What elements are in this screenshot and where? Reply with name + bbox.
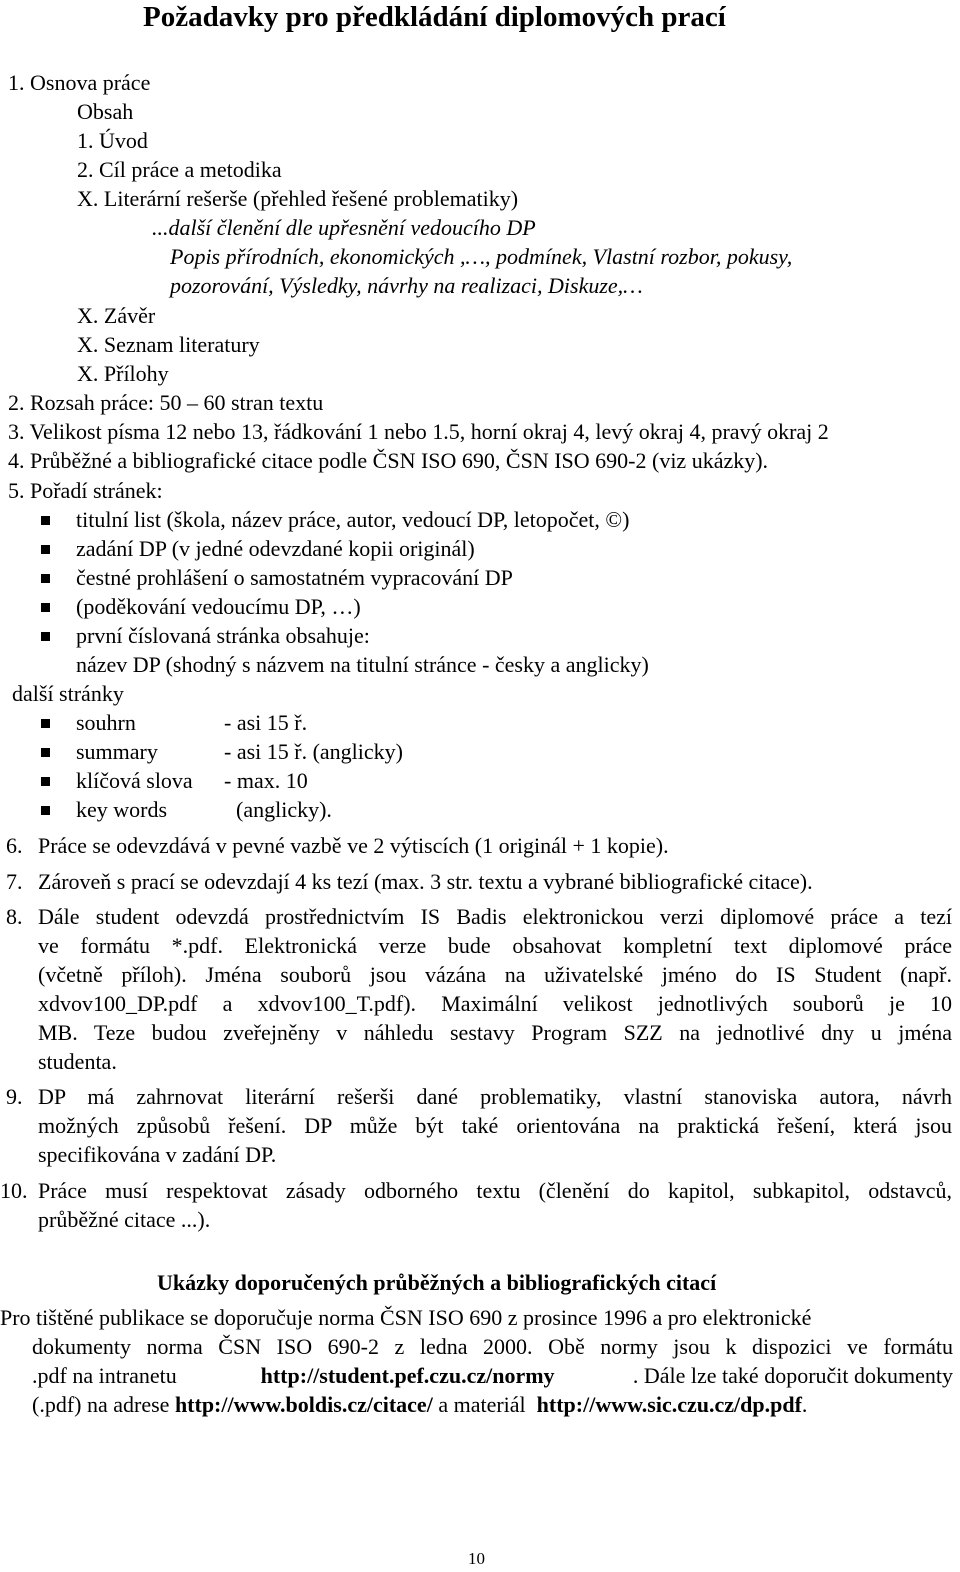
item-text: (včetně příloh). Jména souborů jsou vázána na uživatelské jméno do IS Student (např. [38, 962, 952, 987]
examples-paragraph-line [32, 1363, 953, 1389]
examples-text: .pdf na intranetu [32, 1363, 183, 1388]
first-page-note: název DP (shodný s názvem na titulní stránce - česky a anglicky) [76, 652, 649, 677]
bullet-term: klíčová slova [76, 768, 193, 793]
bullet-marker [41, 777, 50, 786]
item-text: Dále student odevzdá prostřednictvím IS Badis elektronickou verzi diplomové práce a tezí [38, 904, 952, 929]
item-text: xdvov100_DP.pdf a xdvov100_T.pdf). Maximální velikost jednotlivých souborů je 10 [38, 991, 952, 1016]
intranet-link[interactable]: http://student.pef.czu.cz/normy [260, 1363, 555, 1388]
item-number: 8. [6, 904, 23, 929]
bullet-text: čestné prohlášení o samostatném vypracování DP [76, 565, 513, 590]
item-text: studenta. [38, 1049, 117, 1074]
requirement-item: 4. Průběžné a bibliografické citace podle ČSN ISO 690, ČSN ISO 690-2 (viz ukázky). [8, 448, 769, 473]
outline-line: Obsah [77, 99, 134, 124]
bullet-marker [41, 632, 50, 641]
bullet-text: zadání DP (v jedné odevzdané kopii originál) [76, 536, 475, 561]
outline-line: 1. Úvod [77, 128, 148, 153]
bullet-note: - asi 15 ř. [224, 710, 308, 735]
item-text: Práce se odevzdává v pevné vazbě ve 2 výtiscích (1 originál + 1 kopie). [38, 833, 669, 858]
outline-line: X. Závěr [77, 303, 156, 328]
requirement-item: 2. Rozsah práce: 50 – 60 stran textu [8, 390, 324, 415]
examples-paragraph-line [32, 1392, 807, 1418]
item-number: 9. [6, 1084, 23, 1109]
bullet-text: titulní list (škola, název práce, autor, vedoucí DP, letopočet, ©) [76, 507, 630, 532]
page-title: Požadavky pro předkládání diplomových prací [143, 1, 726, 33]
bullet-marker [41, 806, 50, 815]
bullet-term: key words [76, 797, 168, 822]
item-text: ve formátu *.pdf. Elektronická verze bude obsahovat kompletní text diplomové práce [38, 933, 952, 958]
bullet-marker [41, 545, 50, 554]
item-text: Zároveň s prací se odevzdají 4 ks tezí (max. 3 str. textu a vybrané bibliografické citace). [38, 869, 813, 894]
item-number: 10. [0, 1178, 28, 1203]
further-pages-label: další stránky [12, 681, 124, 706]
bullet-text: (poděkování vedoucímu DP, …) [76, 594, 361, 619]
examples-text: a materiál [432, 1392, 537, 1417]
item-number: 7. [6, 869, 23, 894]
outline-line: pozorování, Výsledky, návrhy na realizaci, Diskuze,… [170, 273, 643, 298]
outline-line: X. Seznam literatury [77, 332, 260, 357]
bullet-marker [41, 516, 50, 525]
item-text: průběžné citace ...). [38, 1207, 211, 1232]
item-number: 6. [6, 833, 23, 858]
examples-text: . [801, 1392, 808, 1417]
bullet-marker [41, 719, 50, 728]
examples-text: . Dále lze také doporučit dokumenty [632, 1363, 953, 1388]
examples-paragraph-line: Pro tištěné publikace se doporučuje norma ČSN ISO 690 z prosince 1996 a pro elektronické [0, 1305, 812, 1330]
examples-text: (.pdf) na adrese [32, 1392, 175, 1417]
outline-line: X. Přílohy [77, 361, 169, 386]
boldis-link[interactable]: http://www.boldis.cz/citace/ [174, 1392, 433, 1417]
section-heading: Ukázky doporučených průběžných a bibliografických citací [157, 1270, 717, 1295]
bullet-term: souhrn [76, 710, 136, 735]
requirement-item: 5. Pořadí stránek: [8, 478, 163, 503]
bullet-marker [41, 748, 50, 757]
outline-line: ...další členění dle upřesnění vedoucího DP [152, 215, 536, 240]
page-number: 10 [468, 1549, 485, 1568]
bullet-note: - asi 15 ř. (anglicky) [224, 739, 403, 764]
requirement-item: 3. Velikost písma 12 nebo 13, řádkování 1 nebo 1.5, horní okraj 4, levý okraj 4, pravý okraj 2 [8, 419, 829, 444]
bullet-marker [41, 603, 50, 612]
outline-heading: 1. Osnova práce [8, 70, 151, 95]
bullet-marker [41, 574, 50, 583]
examples-paragraph-line: dokumenty norma ČSN ISO 690-2 z ledna 2000. Obě normy jsou k dispozici ve formátu [32, 1334, 953, 1359]
item-text: MB. Teze budou zveřejněny v náhledu sestavy Program SZZ na jednotlivé dny u jména [38, 1020, 952, 1045]
item-text: Práce musí respektovat zásady odborného textu (členění do kapitol, subkapitol, odstavců, [38, 1178, 952, 1203]
bullet-term: summary [76, 739, 158, 764]
sic-link[interactable]: http://www.sic.czu.cz/dp.pdf [536, 1392, 802, 1417]
bullet-note: - max. 10 [224, 768, 308, 793]
item-text: specifikována v zadání DP. [38, 1142, 277, 1167]
outline-line: X. Literární rešerše (přehled řešené problematiky) [77, 186, 519, 211]
bullet-text: první číslovaná stránka obsahuje: [76, 623, 370, 648]
outline-line: 2. Cíl práce a metodika [77, 157, 282, 182]
item-text: DP má zahrnovat literární rešerši dané problematiky, vlastní stanoviska autora, návrh [38, 1084, 952, 1109]
outline-line: Popis přírodních, ekonomických ,…, podmínek, Vlastní rozbor, pokusy, [170, 244, 793, 269]
bullet-note: (anglicky). [236, 797, 332, 822]
item-text: možných způsobů řešení. DP může být také orientována na praktická řešení, která jsou [38, 1113, 952, 1138]
